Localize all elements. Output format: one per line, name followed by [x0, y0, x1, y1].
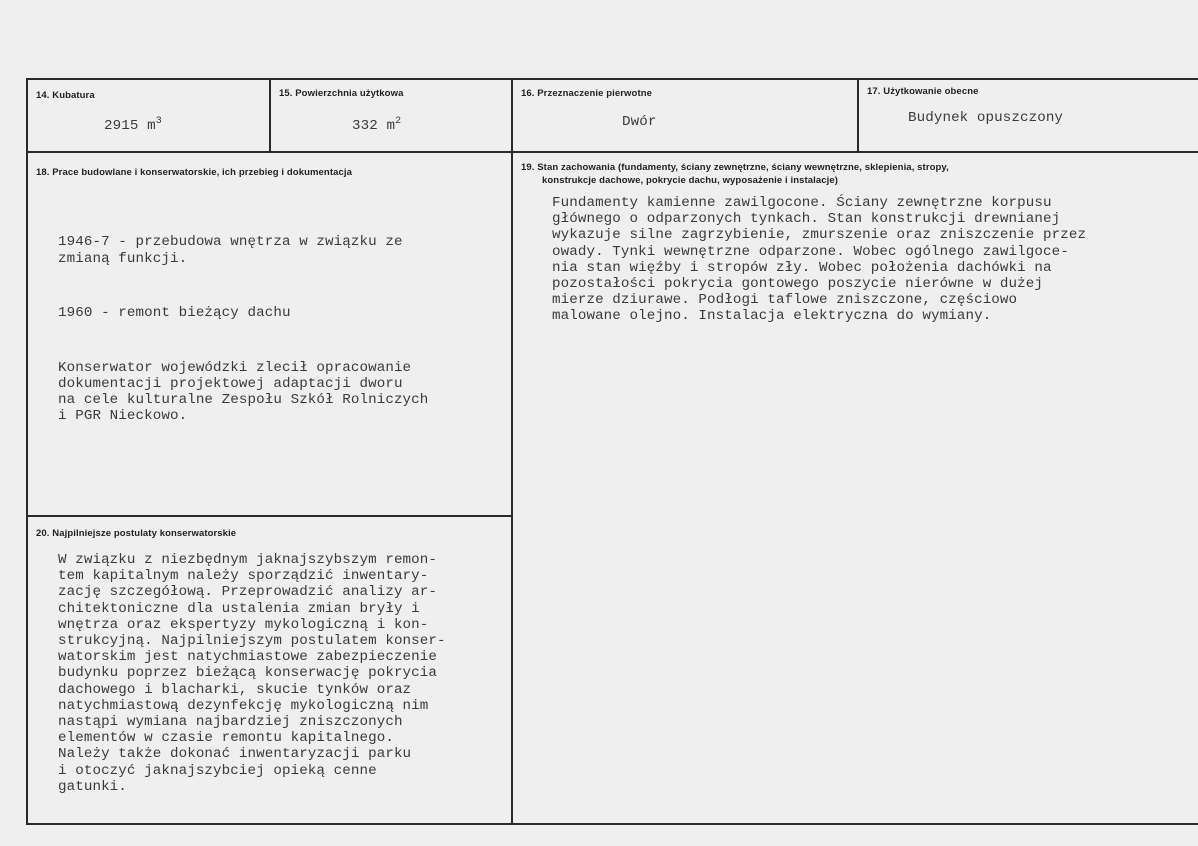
- field-18-paragraph-1: 1946-7 - przebudowa wnętrza w związku ze zmianą funkcji.: [58, 234, 403, 267]
- field-18-paragraph-2: 1960 - remont bieżący dachu: [58, 305, 291, 322]
- field-19-text: Fundamenty kamienne zawilgocone. Ściany zewnętrzne korpusu głównego o odparzonych tynkach. Stan konstrukcji drewnianej wykazuje silne zagrzybienie, zmurszenie oraz zniszczenie przez owady. Tynki wewnętrzne odparzone. Wobec ogólnego zawilgoce- nia stan więźby i stropów zły. Wobec położenia dachówki na pozostałości pokrycia gontowego poszycie nierówne w dużej mierze dziurawe. Podłogi taflowe zniszczone, częściowo malowane olejno. Instalacja elektryczna do wymiany.: [552, 195, 1087, 325]
- field-14-label: 14. Kubatura: [36, 90, 95, 101]
- rule-v2: [511, 78, 513, 825]
- rule-top: [26, 78, 1198, 80]
- rule-f18-bottom: [26, 515, 513, 517]
- field-14-value: [104, 114, 162, 134]
- rule-v1: [269, 78, 271, 153]
- rule-row1-bottom: [26, 151, 1198, 153]
- field-15-label: 15. Powierzchnia użytkowa: [279, 88, 404, 99]
- field-20-label: 20. Najpilniejsze postulaty konserwatorskie: [36, 528, 237, 539]
- field-19-label-line-1: 19. Stan zachowania (fundamenty, ściany zewnętrzne, ściany wewnętrzne, sklepienia, stropy,: [521, 162, 949, 173]
- field-18-text: [58, 202, 428, 463]
- field-17-value: Budynek opuszczony: [908, 110, 1064, 126]
- field-16-value: Dwór: [622, 114, 657, 130]
- rule-bottom: [26, 823, 1198, 825]
- rule-v3: [857, 78, 859, 153]
- field-18-label: 18. Prace budowlane i konserwatorskie, ich przebieg i dokumentacja: [36, 167, 352, 178]
- rule-left: [26, 78, 28, 825]
- field-15-value: [352, 114, 401, 134]
- field-20-text: W związku z niezbędnym jaknajszybszym remon- tem kapitalnym należy sporządzić inwentary- zację szczegółową. Przeprowadzić analizy ar- chitektoniczne dla ustalenia zmian bryły i wnętrza oraz ekspertyzy mykologiczną i kon- strukcyjną. Najpilniejszym postulatem konser- watorskim jest natychmiastowe zabezpieczenie budynku poprzez bieżącą konserwację pokrycia dachowego i blacharki, skucie tynków oraz natychmiastową dezynfekcję mykologiczną nim nastąpi wymiana najbardziej zniszczonych elementów w czasie remontu kapitalnego. Należy także dokonać inwentaryzacji parku i otoczyć jaknajszybciej opieką cenne gatunki.: [58, 552, 446, 795]
- field-16-label: 16. Przeznaczenie pierwotne: [521, 88, 652, 99]
- field-15-unit-exponent: 2: [395, 116, 402, 127]
- field-14-unit-exponent: 3: [155, 116, 162, 127]
- field-14-value-text: 2915 m: [104, 118, 156, 134]
- field-17-label: 17. Użytkowanie obecne: [867, 86, 979, 97]
- field-18-paragraph-3: Konserwator wojewódzki zlecił opracowanie dokumentacji projektowej adaptacji dworu na cele kulturalne Zespołu Szkół Rolniczych i PGR Nieckowo.: [58, 359, 429, 425]
- field-19-label-line-2: konstrukcje dachowe, pokrycie dachu, wyposażenie i instalacje): [542, 175, 839, 186]
- field-15-value-text: 332 m: [352, 118, 396, 134]
